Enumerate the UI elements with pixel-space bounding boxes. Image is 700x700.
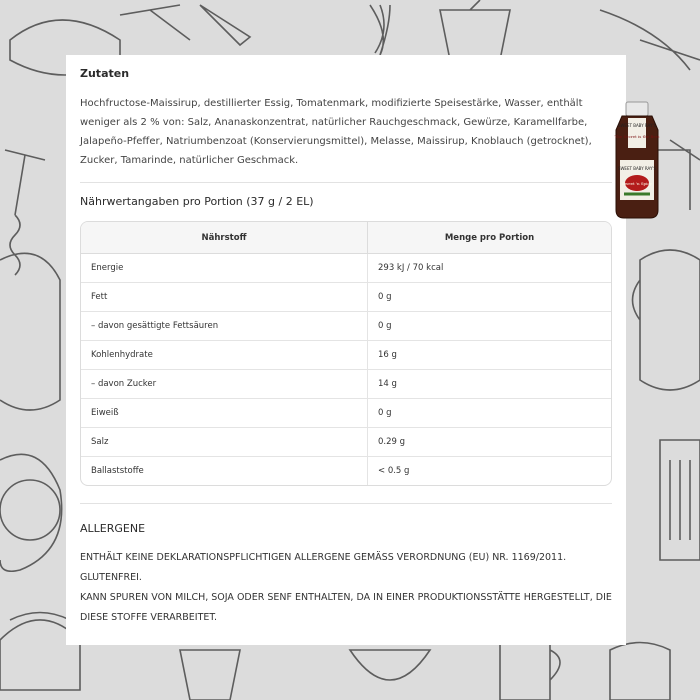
allergens-declaration: ENTHÄLT KEINE DEKLARATIONSPFLICHTIGEN ALLERGENE GEMÄSS VERORDNUNG (EU) NR. 1169/2011. GLUTENFREI.: [80, 552, 567, 583]
nutrient-name: – davon Zucker: [81, 370, 368, 399]
nutrient-name: – davon gesättigte Fettsäuren: [81, 312, 368, 341]
column-header-nutrient: Nährstoff: [81, 222, 368, 254]
nutrient-value: 293 kJ / 70 kcal: [368, 254, 612, 283]
nutrient-value: 14 g: [368, 370, 612, 399]
nutrient-name: Kohlenhydrate: [81, 341, 368, 370]
nutrient-value: 0 g: [368, 399, 612, 428]
svg-text:The Secret is the Best: The Secret is the Best: [614, 134, 660, 139]
svg-text:Sweet 'n Spicy: Sweet 'n Spicy: [622, 181, 652, 186]
nutrient-name: Energie: [81, 254, 368, 283]
nutrition-heading: Nährwertangaben pro Portion (37 g / 2 EL): [80, 195, 314, 208]
nutrient-value: 0 g: [368, 283, 612, 312]
allergens-heading: ALLERGENE: [80, 522, 146, 535]
ingredients-text: Hochfructose-Maissirup, destillierter Essig, Tomatenmark, modifizierte Speisestärke, Wasser, enthält weniger als 2 % von: Salz, Ananaskonzentrat, natürlicher Rauchgeschmack, Gewürze, Karamellfarbe, Jalapeño-Pfeffer, Natriumbenzoat (Konservierungsmittel), Melasse, Maissirup, Knoblauch (getrocknet), Zucker, Tamarinde, natürlicher Geschmack.: [80, 98, 592, 166]
product-info-card: [66, 55, 626, 645]
nutrient-name: Salz: [81, 428, 368, 457]
nutrient-name: Fett: [81, 283, 368, 312]
nutrition-table: [80, 221, 612, 486]
allergens-traces: KANN SPUREN VON MILCH, SOJA ODER SENF ENTHALTEN, DA IN EINER PRODUKTIONSSTÄTTE HERGESTELLT, DIE DIESE STOFFE VERARBEITET.: [80, 592, 612, 623]
table-row: [81, 399, 611, 428]
divider: [80, 182, 612, 183]
nutrient-value: 0.29 g: [368, 428, 612, 457]
table-row: [81, 370, 611, 399]
table-row: [81, 428, 611, 457]
nutrient-value: < 0.5 g: [378, 466, 410, 476]
nutrient-value: 16 g: [368, 341, 612, 370]
sauce-bottle-image: [598, 100, 676, 220]
table-row: [81, 341, 611, 370]
divider: [80, 503, 612, 504]
nutrient-name: Ballaststoffe: [81, 457, 368, 486]
table-row: [81, 254, 611, 283]
svg-text:SWEET BABY RAY'S: SWEET BABY RAY'S: [617, 123, 657, 128]
svg-text:SWEET BABY RAY'S: SWEET BABY RAY'S: [617, 166, 657, 171]
nutrient-name: Eiweiß: [81, 399, 368, 428]
nutrient-value: 0 g: [368, 312, 612, 341]
table-row: [81, 312, 611, 341]
table-row: [81, 283, 611, 312]
table-header-row: [81, 222, 611, 254]
ingredients-heading: Zutaten: [80, 67, 130, 80]
column-header-amount: Menge pro Portion: [368, 222, 612, 254]
table-row: [81, 457, 611, 486]
